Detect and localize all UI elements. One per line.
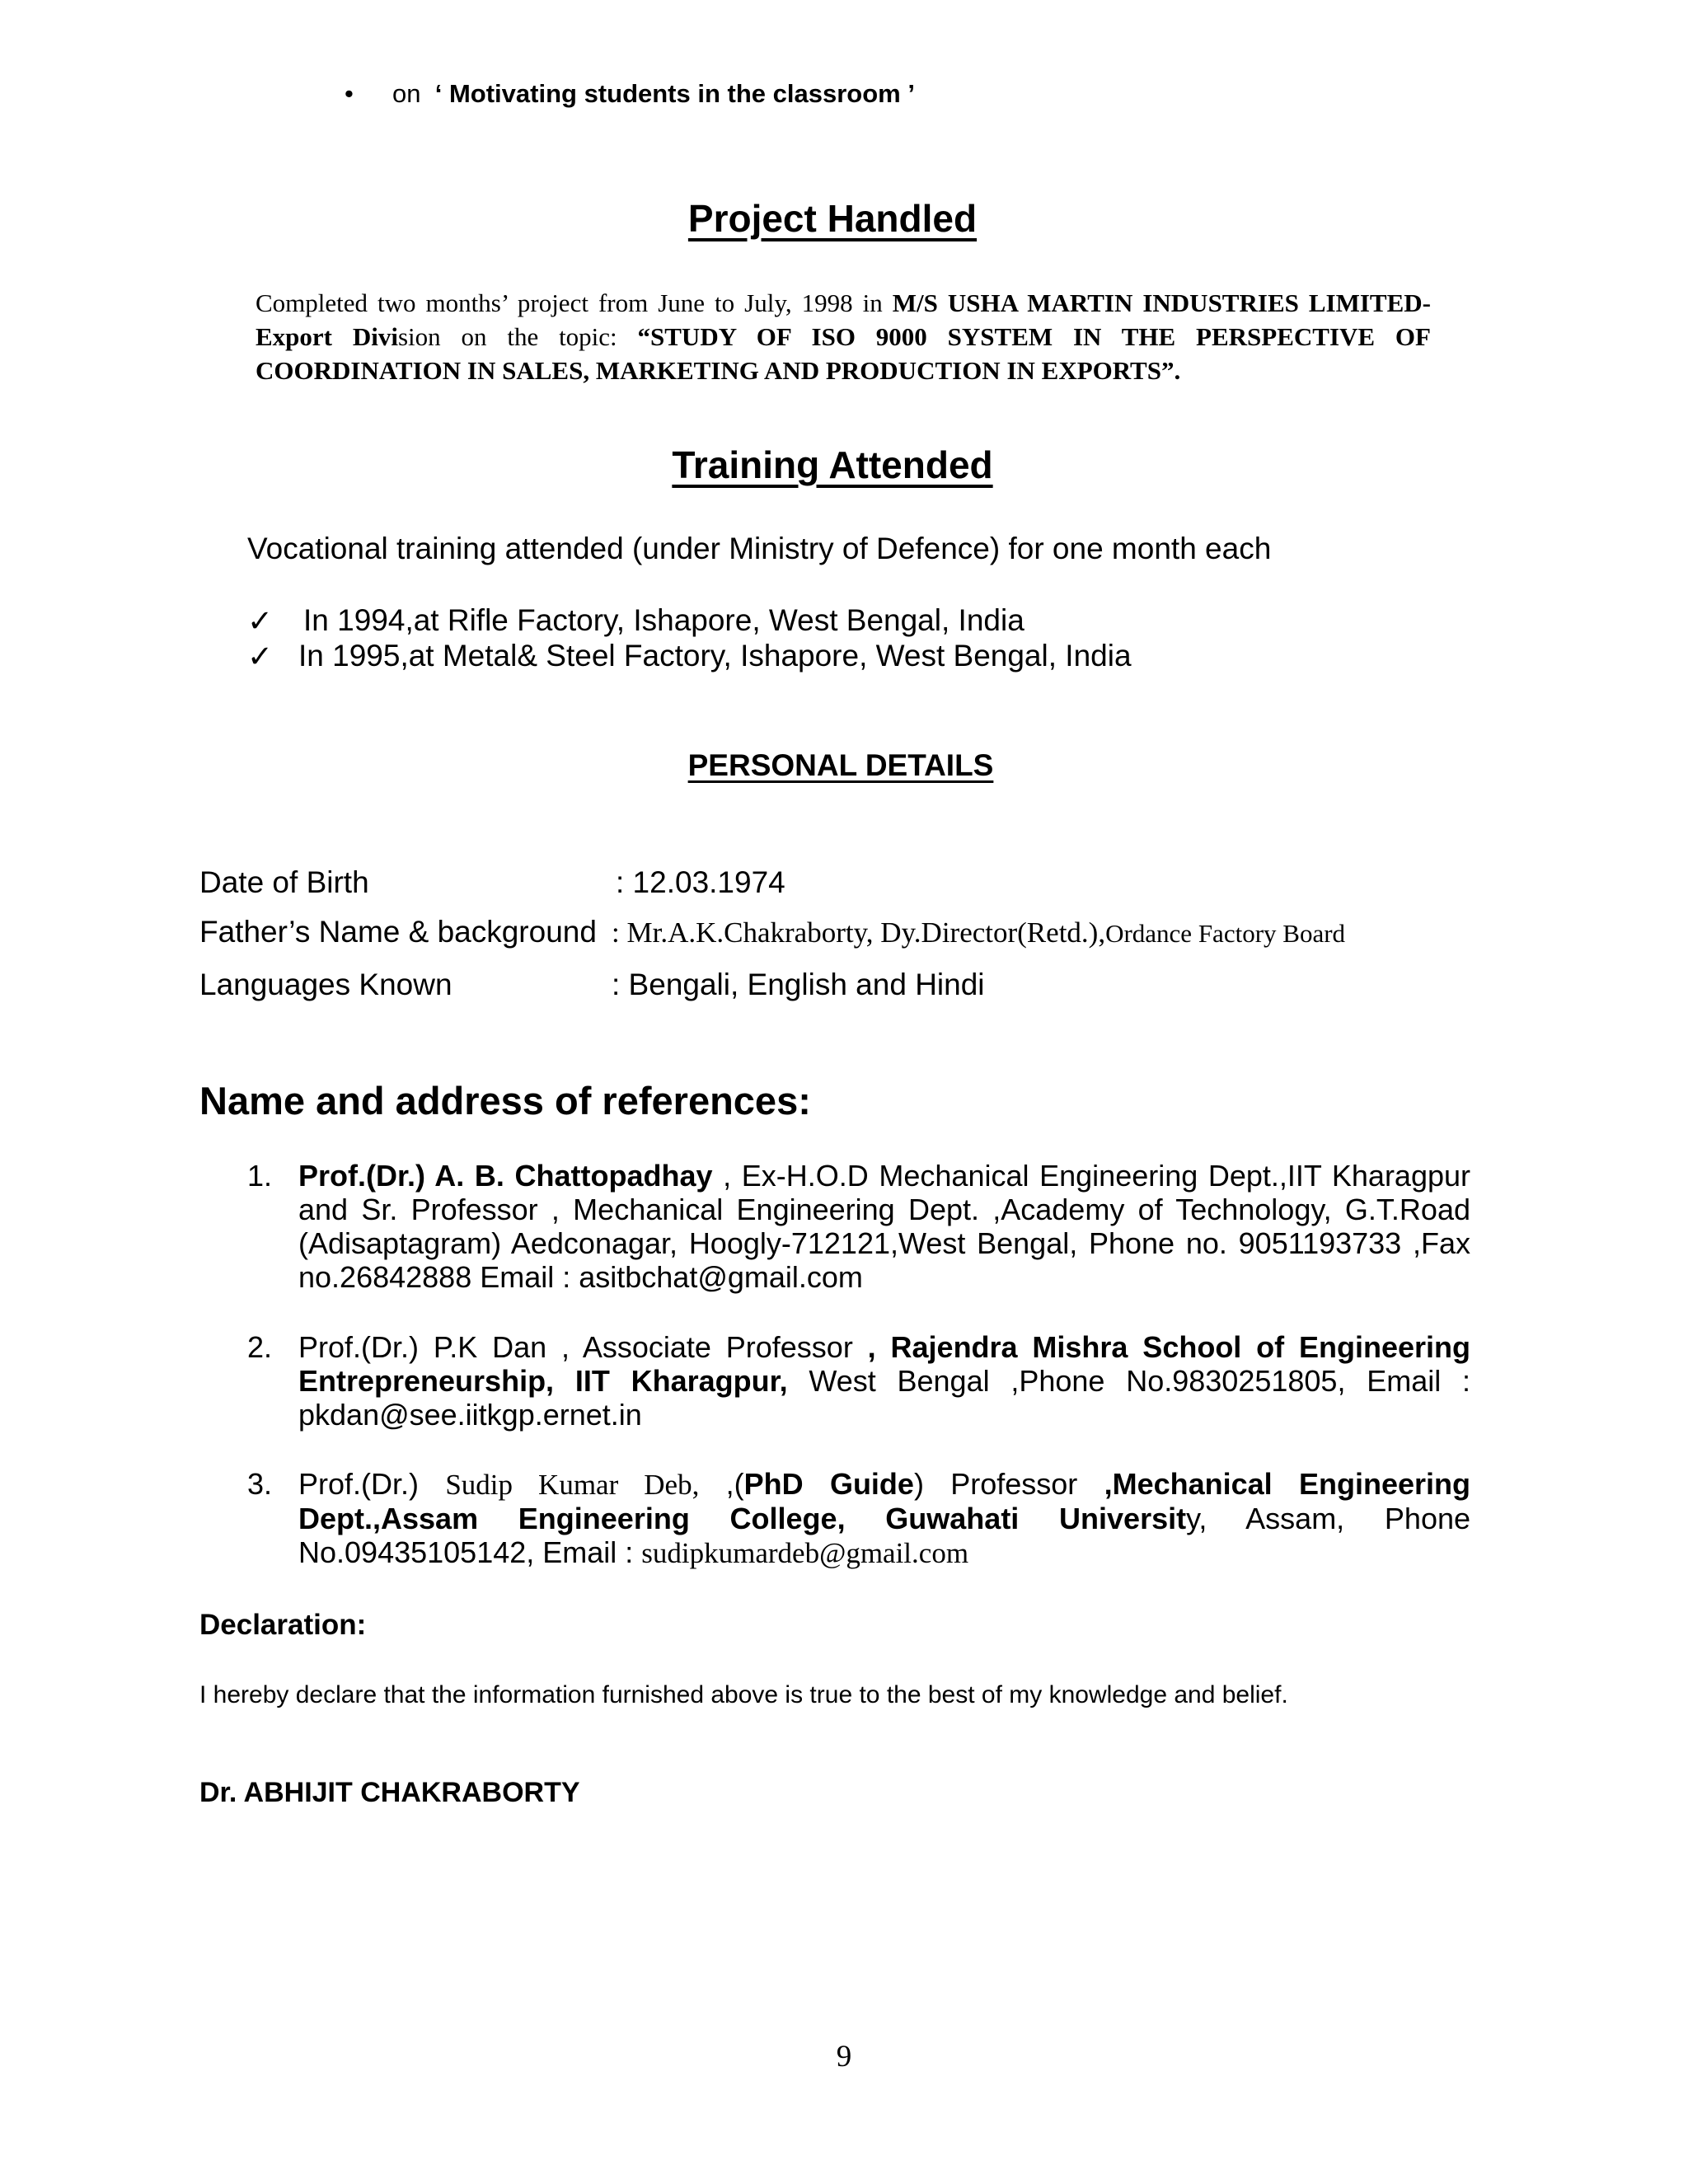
signature-name: Dr. ABHIJIT CHAKRABORTY: [199, 1777, 580, 1808]
reference-name: Prof.(Dr.) A. B. Chattopadhay: [298, 1159, 713, 1193]
languages-value: : Bengali, English and Hindi: [612, 968, 985, 1001]
declaration-title: Declaration:: [199, 1609, 367, 1641]
reference-item-1: 1. Prof.(Dr.) A. B. Chattopadhay , Ex-H.O.D Mechanical Engineering Dept.,IIT Kharagpur and Sr. Professor , Mechanical Engineering Dept. ,Academy of Technology, G.T.Road (Adisaptagram) Aedconagar, Hoogly-712121,West Bengal, Phone no. 9051193733 ,Fax no.26842888 Email : asitbchat@gmail.com: [247, 1159, 1471, 1294]
training-intro: Vocational training attended (under Ministry of Defence) for one month each: [247, 532, 1272, 565]
checkmark-icon: ✓: [247, 640, 274, 673]
project-company: M/S USHA MARTIN INDUSTRIES LIMITED- Export Divi: [256, 288, 1431, 351]
training-heading: Training Attended: [672, 443, 993, 486]
languages-label: Languages Known: [199, 968, 452, 1001]
personal-details-heading: PERSONAL DETAILS: [687, 748, 994, 782]
declaration-text: I hereby declare that the information furnished above is true to the best of my knowledge and belief.: [199, 1681, 1288, 1708]
dob-value: : 12.03.1974: [616, 865, 785, 899]
reference-item-3: 3. Prof.(Dr.) Sudip Kumar Deb, ,(PhD Guide) Professor ,Mechanical Engineering Dept.,Assam Engineering College, Guwahati University, Assam, Phone No.09435105142, Email : sudipkumardeb@gmail.com: [247, 1467, 1471, 1569]
father-value: : Mr.A.K.Chakraborty, Dy.Director(Retd.),Ordance Factory Board: [612, 916, 1346, 949]
bullet-text: on ‘ Motivating students in the classroom ’: [392, 79, 915, 108]
project-heading: Project Handled: [687, 197, 978, 240]
page-number: 9: [836, 2040, 852, 2074]
references-heading: Name and address of references:: [199, 1079, 811, 1122]
project-topic: “STUDY OF ISO 9000 SYSTEM IN THE PERSPECTIVE OF COORDINATION IN SALES, MARKETING AND PRODUCTION IN EXPORTS”.: [256, 322, 1431, 385]
project-paragraph: Completed two months’ project from June to July, 1998 in M/S USHA MARTIN INDUSTRIES LIMITED- Export Division on the topic: “STUDY OF ISO 9000 SYSTEM IN THE PERSPECTIVE OF COORDINATION IN SALES, MARKETING AND PRODUCTION IN EXPORTS”.: [256, 288, 1431, 385]
reference-item-2: 2. Prof.(Dr.) P.K Dan , Associate Professor , Rajendra Mishra School of Engineering Entrepreneurship, IIT Kharagpur, West Bengal ,Phone No.9830251805, Email : pkdan@see.iitkgp.ernet.in: [247, 1330, 1471, 1432]
dob-label: Date of Birth: [199, 865, 369, 899]
father-label: Father’s Name & background: [199, 915, 597, 949]
checkmark-icon: ✓: [247, 604, 274, 638]
bullet-icon: •: [345, 79, 354, 108]
